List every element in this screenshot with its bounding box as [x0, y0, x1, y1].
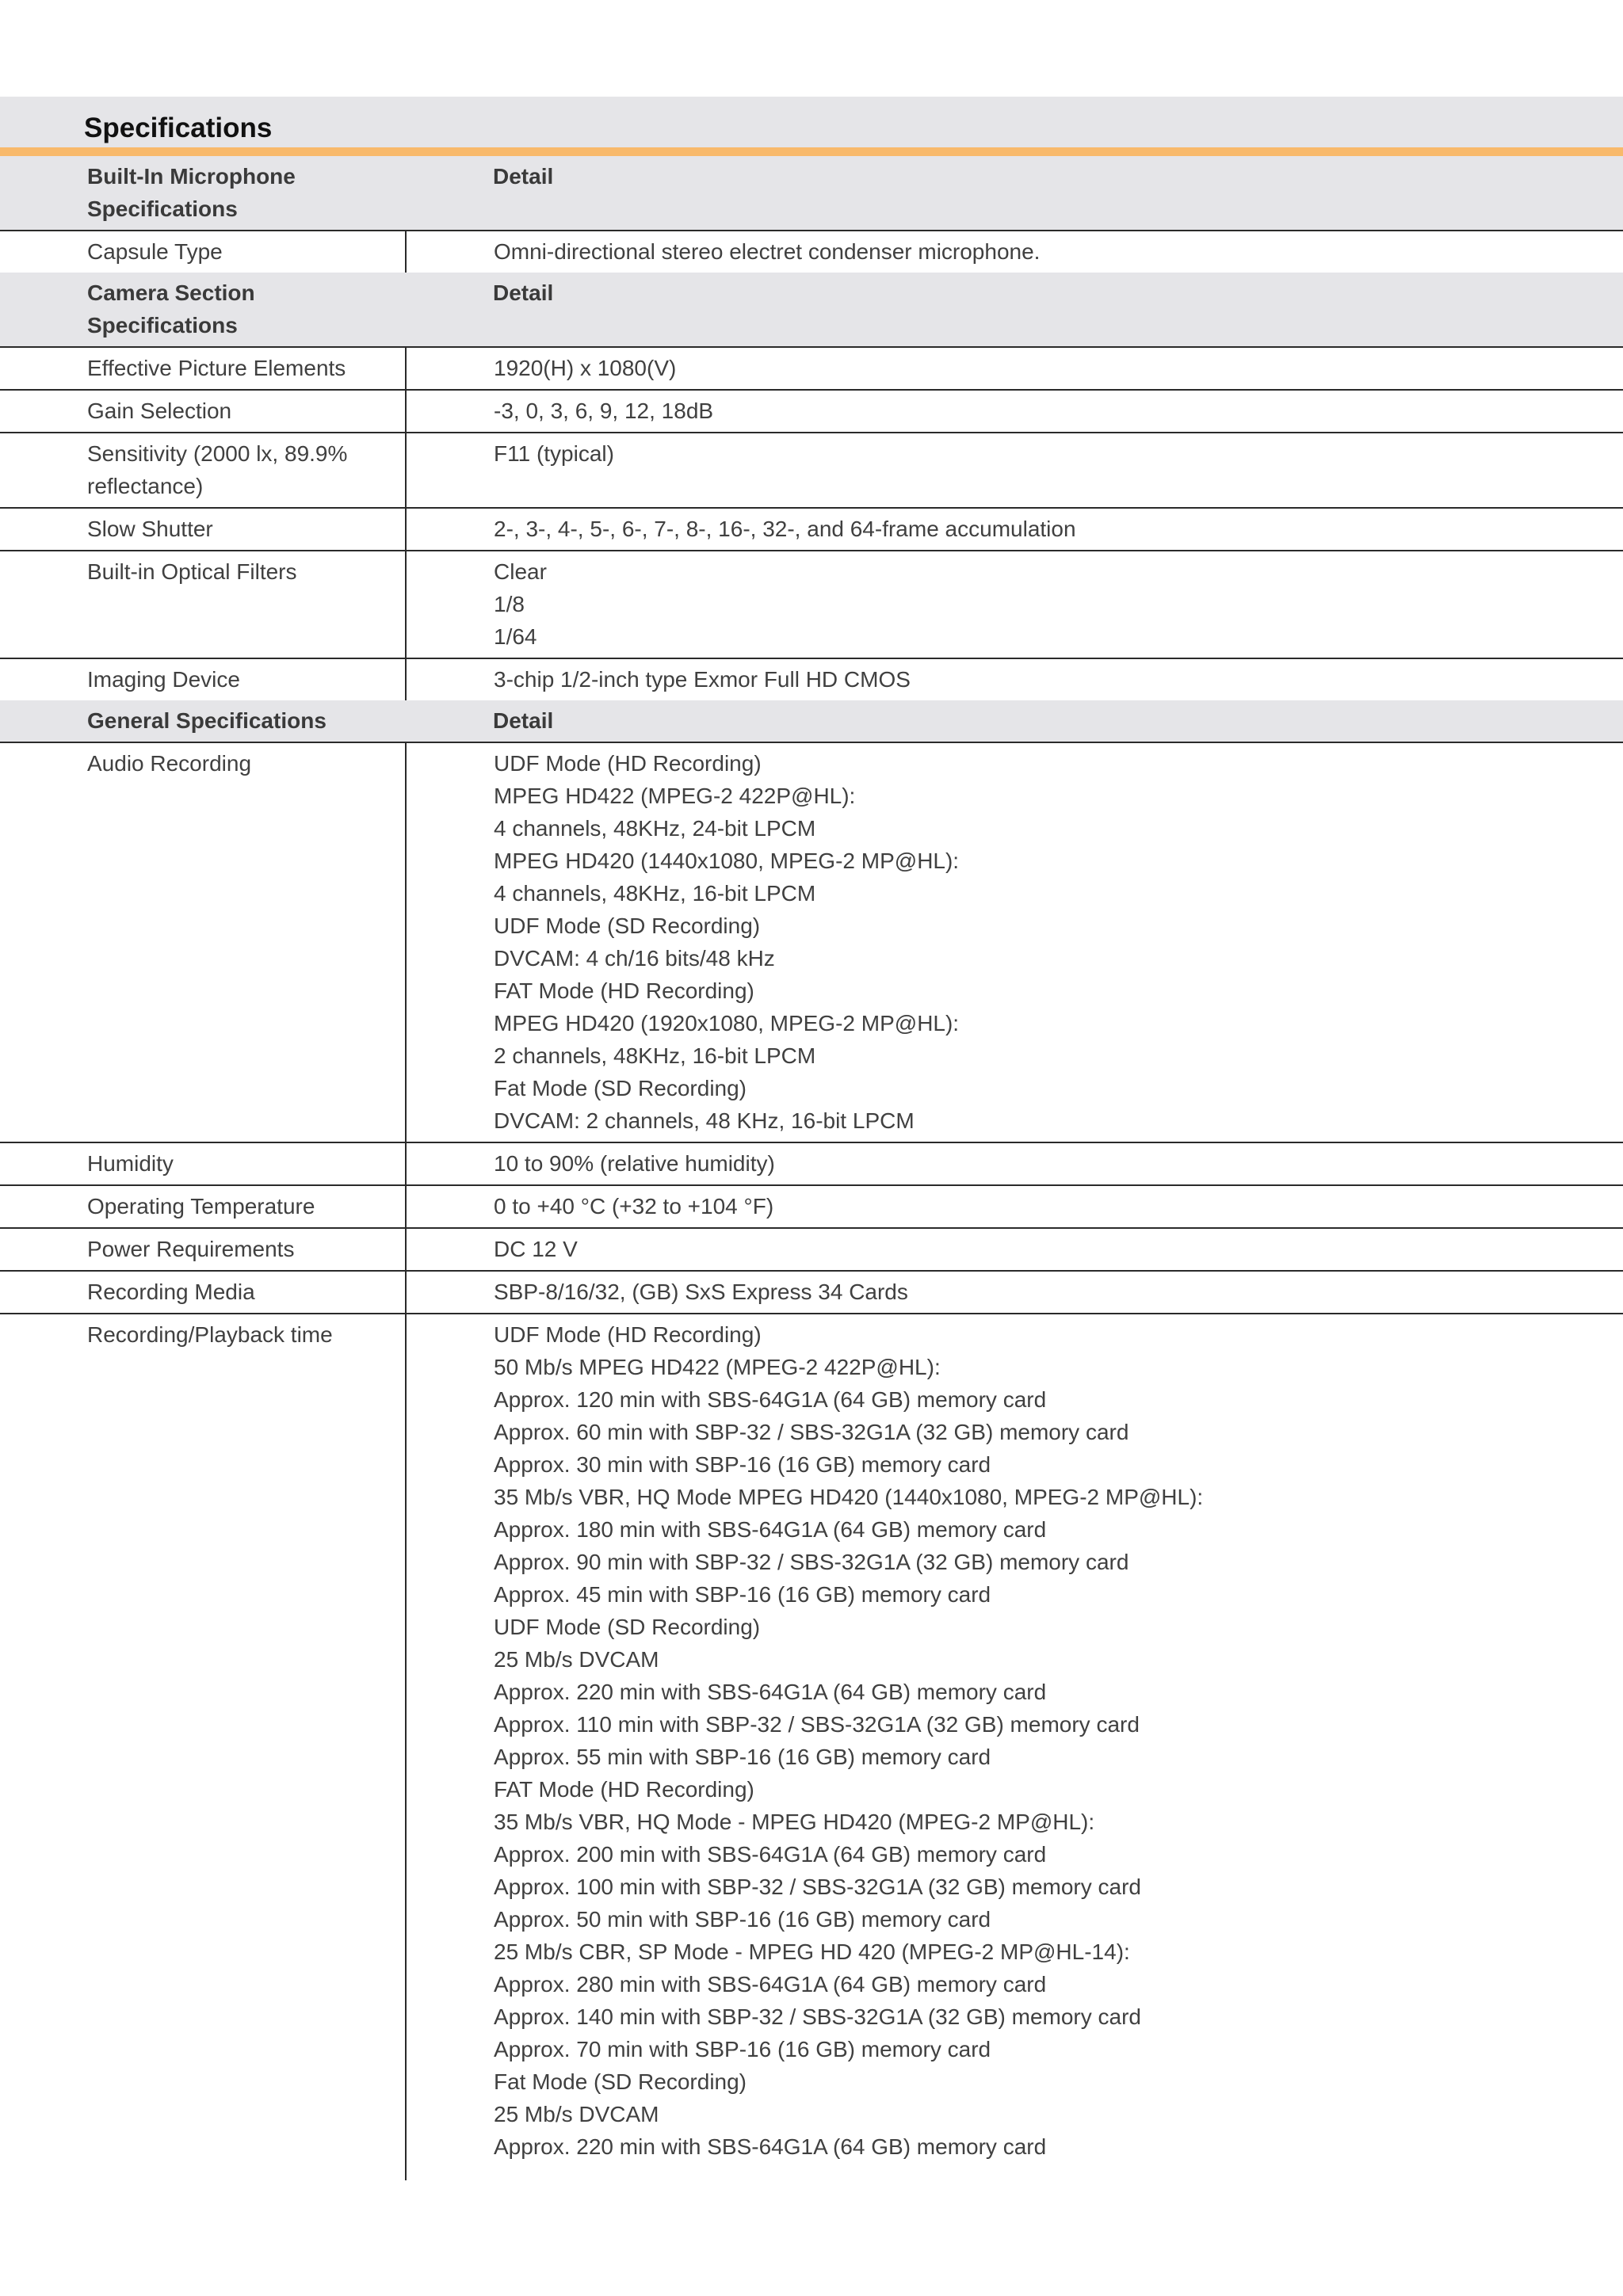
- value-line: Approx. 70 min with SBP-16 (16 GB) memory card: [494, 2037, 991, 2061]
- row-label: Humidity: [0, 1142, 406, 1185]
- value-line: Approx. 220 min with SBS-64G1A (64 GB) memory card: [494, 2134, 1047, 2159]
- value-line: 3-chip 1/2-inch type Exmor Full HD CMOS: [494, 667, 911, 692]
- table-row: [0, 347, 1623, 390]
- row-value: [406, 1314, 1623, 2180]
- value-line: MPEG HD420 (1920x1080, MPEG-2 MP@HL):: [494, 1011, 960, 1035]
- row-value: [406, 1228, 1623, 1271]
- value-line: DVCAM: 4 ch/16 bits/48 kHz: [494, 946, 775, 971]
- value-line: 4 channels, 48KHz, 24-bit LPCM: [494, 816, 816, 841]
- value-line: 1920(H) x 1080(V): [494, 356, 677, 380]
- value-line: 50 Mb/s MPEG HD422 (MPEG-2 422P@HL):: [494, 1355, 941, 1379]
- section-title: General Specifications: [0, 700, 406, 742]
- row-label: Audio Recording: [0, 742, 406, 1142]
- row-value: [406, 1142, 1623, 1185]
- value-line: Approx. 180 min with SBS-64G1A (64 GB) memory card: [494, 1517, 1047, 1542]
- section-title: Built-In Microphone Specifications: [0, 156, 406, 231]
- value-line: 25 Mb/s DVCAM: [494, 2102, 659, 2126]
- value-line: 4 channels, 48KHz, 16-bit LPCM: [494, 881, 816, 906]
- value-line: UDF Mode (SD Recording): [494, 1615, 761, 1639]
- row-label: Imaging Device: [0, 658, 406, 700]
- section-detail-label: Detail: [406, 273, 1623, 347]
- row-label: Sensitivity (2000 lx, 89.9% reflectance): [0, 433, 406, 508]
- row-value: [406, 1271, 1623, 1314]
- row-label: Power Requirements: [0, 1228, 406, 1271]
- row-label: Effective Picture Elements: [0, 347, 406, 390]
- row-value: [406, 508, 1623, 551]
- value-line: Approx. 30 min with SBP-16 (16 GB) memory card: [494, 1452, 991, 1477]
- value-line: 2-, 3-, 4-, 5-, 6-, 7-, 8-, 16-, 32-, and 64-frame accumulation: [494, 517, 1076, 541]
- row-value: [406, 742, 1623, 1142]
- page-title: Specifications: [84, 113, 273, 143]
- value-line: 1/64: [494, 624, 537, 649]
- table-row: [0, 1271, 1623, 1314]
- row-label: Operating Temperature: [0, 1185, 406, 1228]
- table-row: [0, 1228, 1623, 1271]
- value-line: Approx. 110 min with SBP-32 / SBS-32G1A (32 GB) memory card: [494, 1712, 1140, 1737]
- row-label: Slow Shutter: [0, 508, 406, 551]
- value-line: Fat Mode (SD Recording): [494, 1076, 747, 1100]
- value-line: Fat Mode (SD Recording): [494, 2069, 747, 2094]
- row-label: Recording/Playback time: [0, 1314, 406, 2180]
- table-row: [0, 742, 1623, 1142]
- table-row: [0, 390, 1623, 433]
- table-row: [0, 658, 1623, 700]
- section-header-camera: [0, 273, 1623, 347]
- value-line: DC 12 V: [494, 1237, 578, 1261]
- section-detail-label: Detail: [406, 156, 1623, 231]
- row-label: Built-in Optical Filters: [0, 551, 406, 658]
- value-line: 35 Mb/s VBR, HQ Mode MPEG HD420 (1440x1080, MPEG-2 MP@HL):: [494, 1485, 1204, 1509]
- value-line: Approx. 280 min with SBS-64G1A (64 GB) memory card: [494, 1972, 1047, 1997]
- row-value: [406, 551, 1623, 658]
- row-value: [406, 347, 1623, 390]
- row-value: [406, 433, 1623, 508]
- row-value: [406, 390, 1623, 433]
- value-line: 1/8: [494, 592, 525, 616]
- value-line: 25 Mb/s DVCAM: [494, 1647, 659, 1672]
- row-value: [406, 1185, 1623, 1228]
- value-line: 35 Mb/s VBR, HQ Mode - MPEG HD420 (MPEG-2 MP@HL):: [494, 1810, 1095, 1834]
- section-header-microphone: [0, 156, 1623, 231]
- value-line: Approx. 220 min with SBS-64G1A (64 GB) memory card: [494, 1680, 1047, 1704]
- row-value: [406, 231, 1623, 273]
- value-line: UDF Mode (HD Recording): [494, 751, 762, 776]
- value-line: Approx. 60 min with SBP-32 / SBS-32G1A (32 GB) memory card: [494, 1420, 1129, 1444]
- section-detail-label: Detail: [406, 700, 1623, 742]
- value-line: FAT Mode (HD Recording): [494, 1777, 754, 1802]
- value-line: DVCAM: 2 channels, 48 KHz, 16-bit LPCM: [494, 1108, 915, 1133]
- value-line: Approx. 120 min with SBS-64G1A (64 GB) memory card: [494, 1387, 1047, 1412]
- row-label: Gain Selection: [0, 390, 406, 433]
- value-line: 10 to 90% (relative humidity): [494, 1151, 775, 1176]
- row-label: Recording Media: [0, 1271, 406, 1314]
- value-line: Omni-directional stereo electret condenser microphone.: [494, 239, 1041, 264]
- value-line: 25 Mb/s CBR, SP Mode - MPEG HD 420 (MPEG-2 MP@HL-14):: [494, 1939, 1130, 1964]
- value-line: Approx. 90 min with SBP-32 / SBS-32G1A (32 GB) memory card: [494, 1550, 1129, 1574]
- table-row: [0, 1185, 1623, 1228]
- value-line: Approx. 55 min with SBP-16 (16 GB) memory card: [494, 1745, 991, 1769]
- table-row: [0, 1142, 1623, 1185]
- value-line: -3, 0, 3, 6, 9, 12, 18dB: [494, 399, 714, 423]
- title-band: [0, 97, 1623, 156]
- value-line: 2 channels, 48KHz, 16-bit LPCM: [494, 1043, 816, 1068]
- table-row: [0, 551, 1623, 658]
- value-line: UDF Mode (SD Recording): [494, 913, 761, 938]
- value-line: Approx. 45 min with SBP-16 (16 GB) memory card: [494, 1582, 991, 1607]
- table-row: [0, 433, 1623, 508]
- value-line: Approx. 200 min with SBS-64G1A (64 GB) memory card: [494, 1842, 1047, 1867]
- value-line: FAT Mode (HD Recording): [494, 978, 754, 1003]
- table-row: [0, 231, 1623, 273]
- value-line: Approx. 100 min with SBP-32 / SBS-32G1A (32 GB) memory card: [494, 1875, 1142, 1899]
- table-row: [0, 508, 1623, 551]
- spec-table: [0, 156, 1623, 2180]
- value-line: Clear: [494, 559, 547, 584]
- value-line: UDF Mode (HD Recording): [494, 1322, 762, 1347]
- value-line: F11 (typical): [494, 441, 614, 466]
- value-line: MPEG HD420 (1440x1080, MPEG-2 MP@HL):: [494, 849, 960, 873]
- value-line: SBP-8/16/32, (GB) SxS Express 34 Cards: [494, 1280, 908, 1304]
- value-line: Approx. 50 min with SBP-16 (16 GB) memory card: [494, 1907, 991, 1932]
- value-line: 0 to +40 °C (+32 to +104 °F): [494, 1194, 774, 1219]
- row-value: [406, 658, 1623, 700]
- row-label: Capsule Type: [0, 231, 406, 273]
- value-line: MPEG HD422 (MPEG-2 422P@HL):: [494, 784, 856, 808]
- table-row: [0, 1314, 1623, 2180]
- section-header-general: [0, 700, 1623, 742]
- section-title: Camera Section Specifications: [0, 273, 406, 347]
- value-line: Approx. 140 min with SBP-32 / SBS-32G1A (32 GB) memory card: [494, 2004, 1142, 2029]
